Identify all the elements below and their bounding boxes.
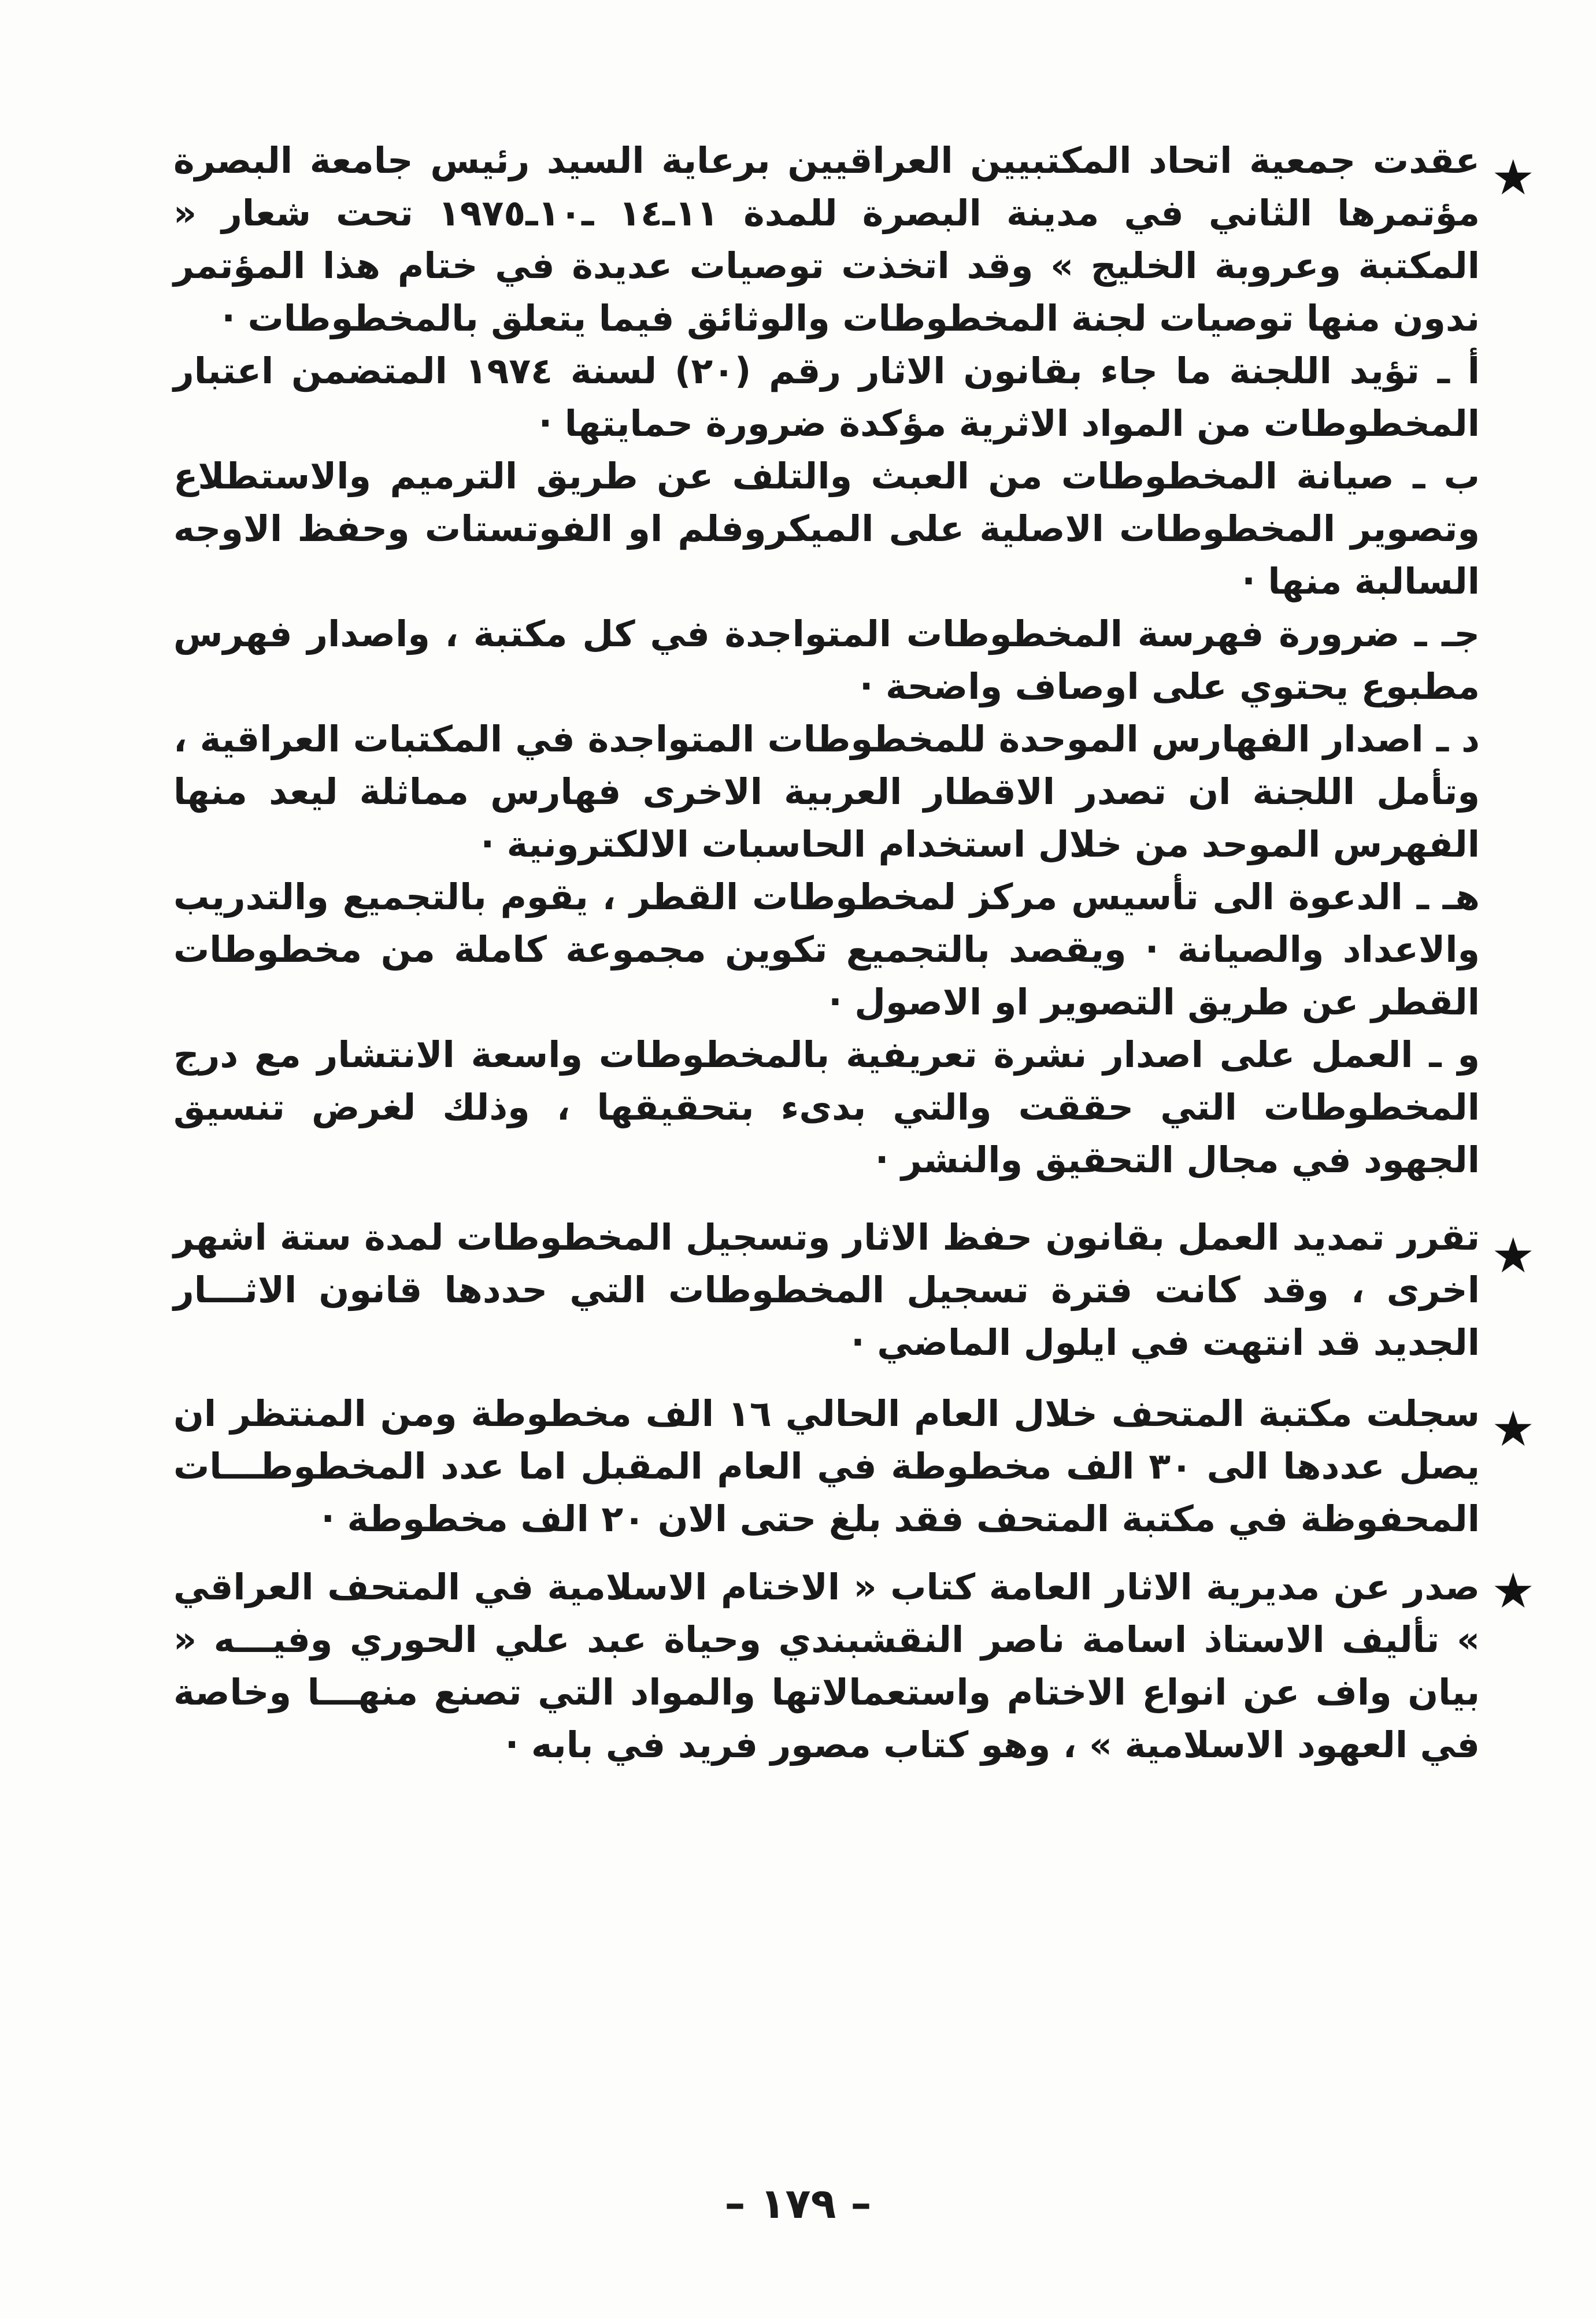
antiquities-law-paragraph: تقرر تمديد العمل بقانون حفظ الاثار وتسجيل المخطوطات لمدة ستة اشهر اخرى ، وقد كانت فترة تسجيل المخطوطات التي حددها قانون الاثـــار الجديد قد انتهت في ايلول الماضي · [173,1216,1480,1364]
recommendation-waw: و ـ العمل على اصدار نشرة تعريفية بالمخطوطات واسعة الانتشار مع درج المخطوطات التي حققت والتي بدىء بتحقيقها ، وذلك لغرض تنسيق الجهود في مجال التحقيق والنشر · [173,1033,1480,1181]
news-item-islamic-seals-book [173,1561,1480,1771]
recommendation-alif: أ ـ تؤيد اللجنة ما جاء بقانون الاثار رقم (٢٠) لسنة ١٩٧٤ المتضمن اعتبار المخطوطات من المواد الاثرية مؤكدة ضرورة حمايتها · [173,350,1480,444]
news-item-museum-library [173,1387,1480,1545]
islamic-seals-book-paragraph: صدر عن مديرية الاثار العامة كتاب « الاختام الاسلامية في المتحف العراقي » تأليف الاستاذ اسامة ناصر النقشبندي وحياة عبد علي الحوري وفيـــه « بيان واف عن انواع الاختام واستعمالاتها والمواد التي تصنع منهـــا وخاصة في العهود الاسلامية » ، وهو كتاب مصور فريد في بابه · [173,1566,1480,1766]
page-number: – ١٧٩ – [724,2179,872,2228]
star-bullet-icon: ★ [1491,1401,1535,1457]
news-item-antiquities-law [173,1211,1480,1369]
conference-intro-paragraph: عقدت جمعية اتحاد المكتبيين العراقيين برعاية السيد رئيس جامعة البصرة مؤتمرها الثاني في مدينة البصرة للمدة ١١ـ١٤ ـ١٠ـ١٩٧٥ تحت شعار « المكتبة وعروبة الخليج » وقد اتخذت توصيات عديدة في ختام هذا المؤتمر ندون منها توصيات لجنة المخطوطات والوثائق فيما يتعلق بالمخطوطات · [173,139,1480,339]
recommendations-list [173,344,1480,1186]
news-item-manuscripts-conference [173,134,1480,1186]
recommendation-dal: د ـ اصدار الفهارس الموحدة للمخطوطات المتواجدة في المكتبات العراقية ، وتأمل اللجنة ان تصدر الاقطار العربية الاخرى فهارس مماثلة ليعد منها الفهرس الموحد من خلال استخدام الحاسبات الالكترونية · [173,718,1480,865]
museum-library-paragraph: سجلت مكتبة المتحف خلال العام الحالي ١٦ الف مخطوطة ومن المنتظر ان يصل عددها الى ٣٠ الف مخطوطة في العام المقبل اما عدد المخطوطـــات المحفوظة في مكتبة المتحف فقد بلغ حتى الان ٢٠ الف مخطوطة · [173,1392,1480,1540]
recommendation-ha: هـ ـ الدعوة الى تأسيس مركز لمخطوطات القطر ، يقوم بالتجميع والتدريب والاعداد والصيانة · ويقصد بالتجميع تكوين مجموعة كاملة من مخطوطات القطر عن طريق التصوير او الاصول · [173,876,1480,1023]
star-bullet-icon: ★ [1491,1227,1535,1284]
recommendation-ba: ب ـ صيانة المخطوطات من العبث والتلف عن طريق الترميم والاستطلاع وتصوير المخطوطات الاصلية على الميكروفلم او الفوتستات وحفظ الاوجه السالبة منها · [173,455,1480,602]
star-bullet-icon: ★ [1491,1562,1535,1619]
star-bullet-icon: ★ [1491,149,1535,206]
recommendation-jim: جـ ـ ضرورة فهرسة المخطوطات المتواجدة في كل مكتبة ، واصدار فهرس مطبوع يحتوي على اوصاف واضحة · [173,613,1480,707]
